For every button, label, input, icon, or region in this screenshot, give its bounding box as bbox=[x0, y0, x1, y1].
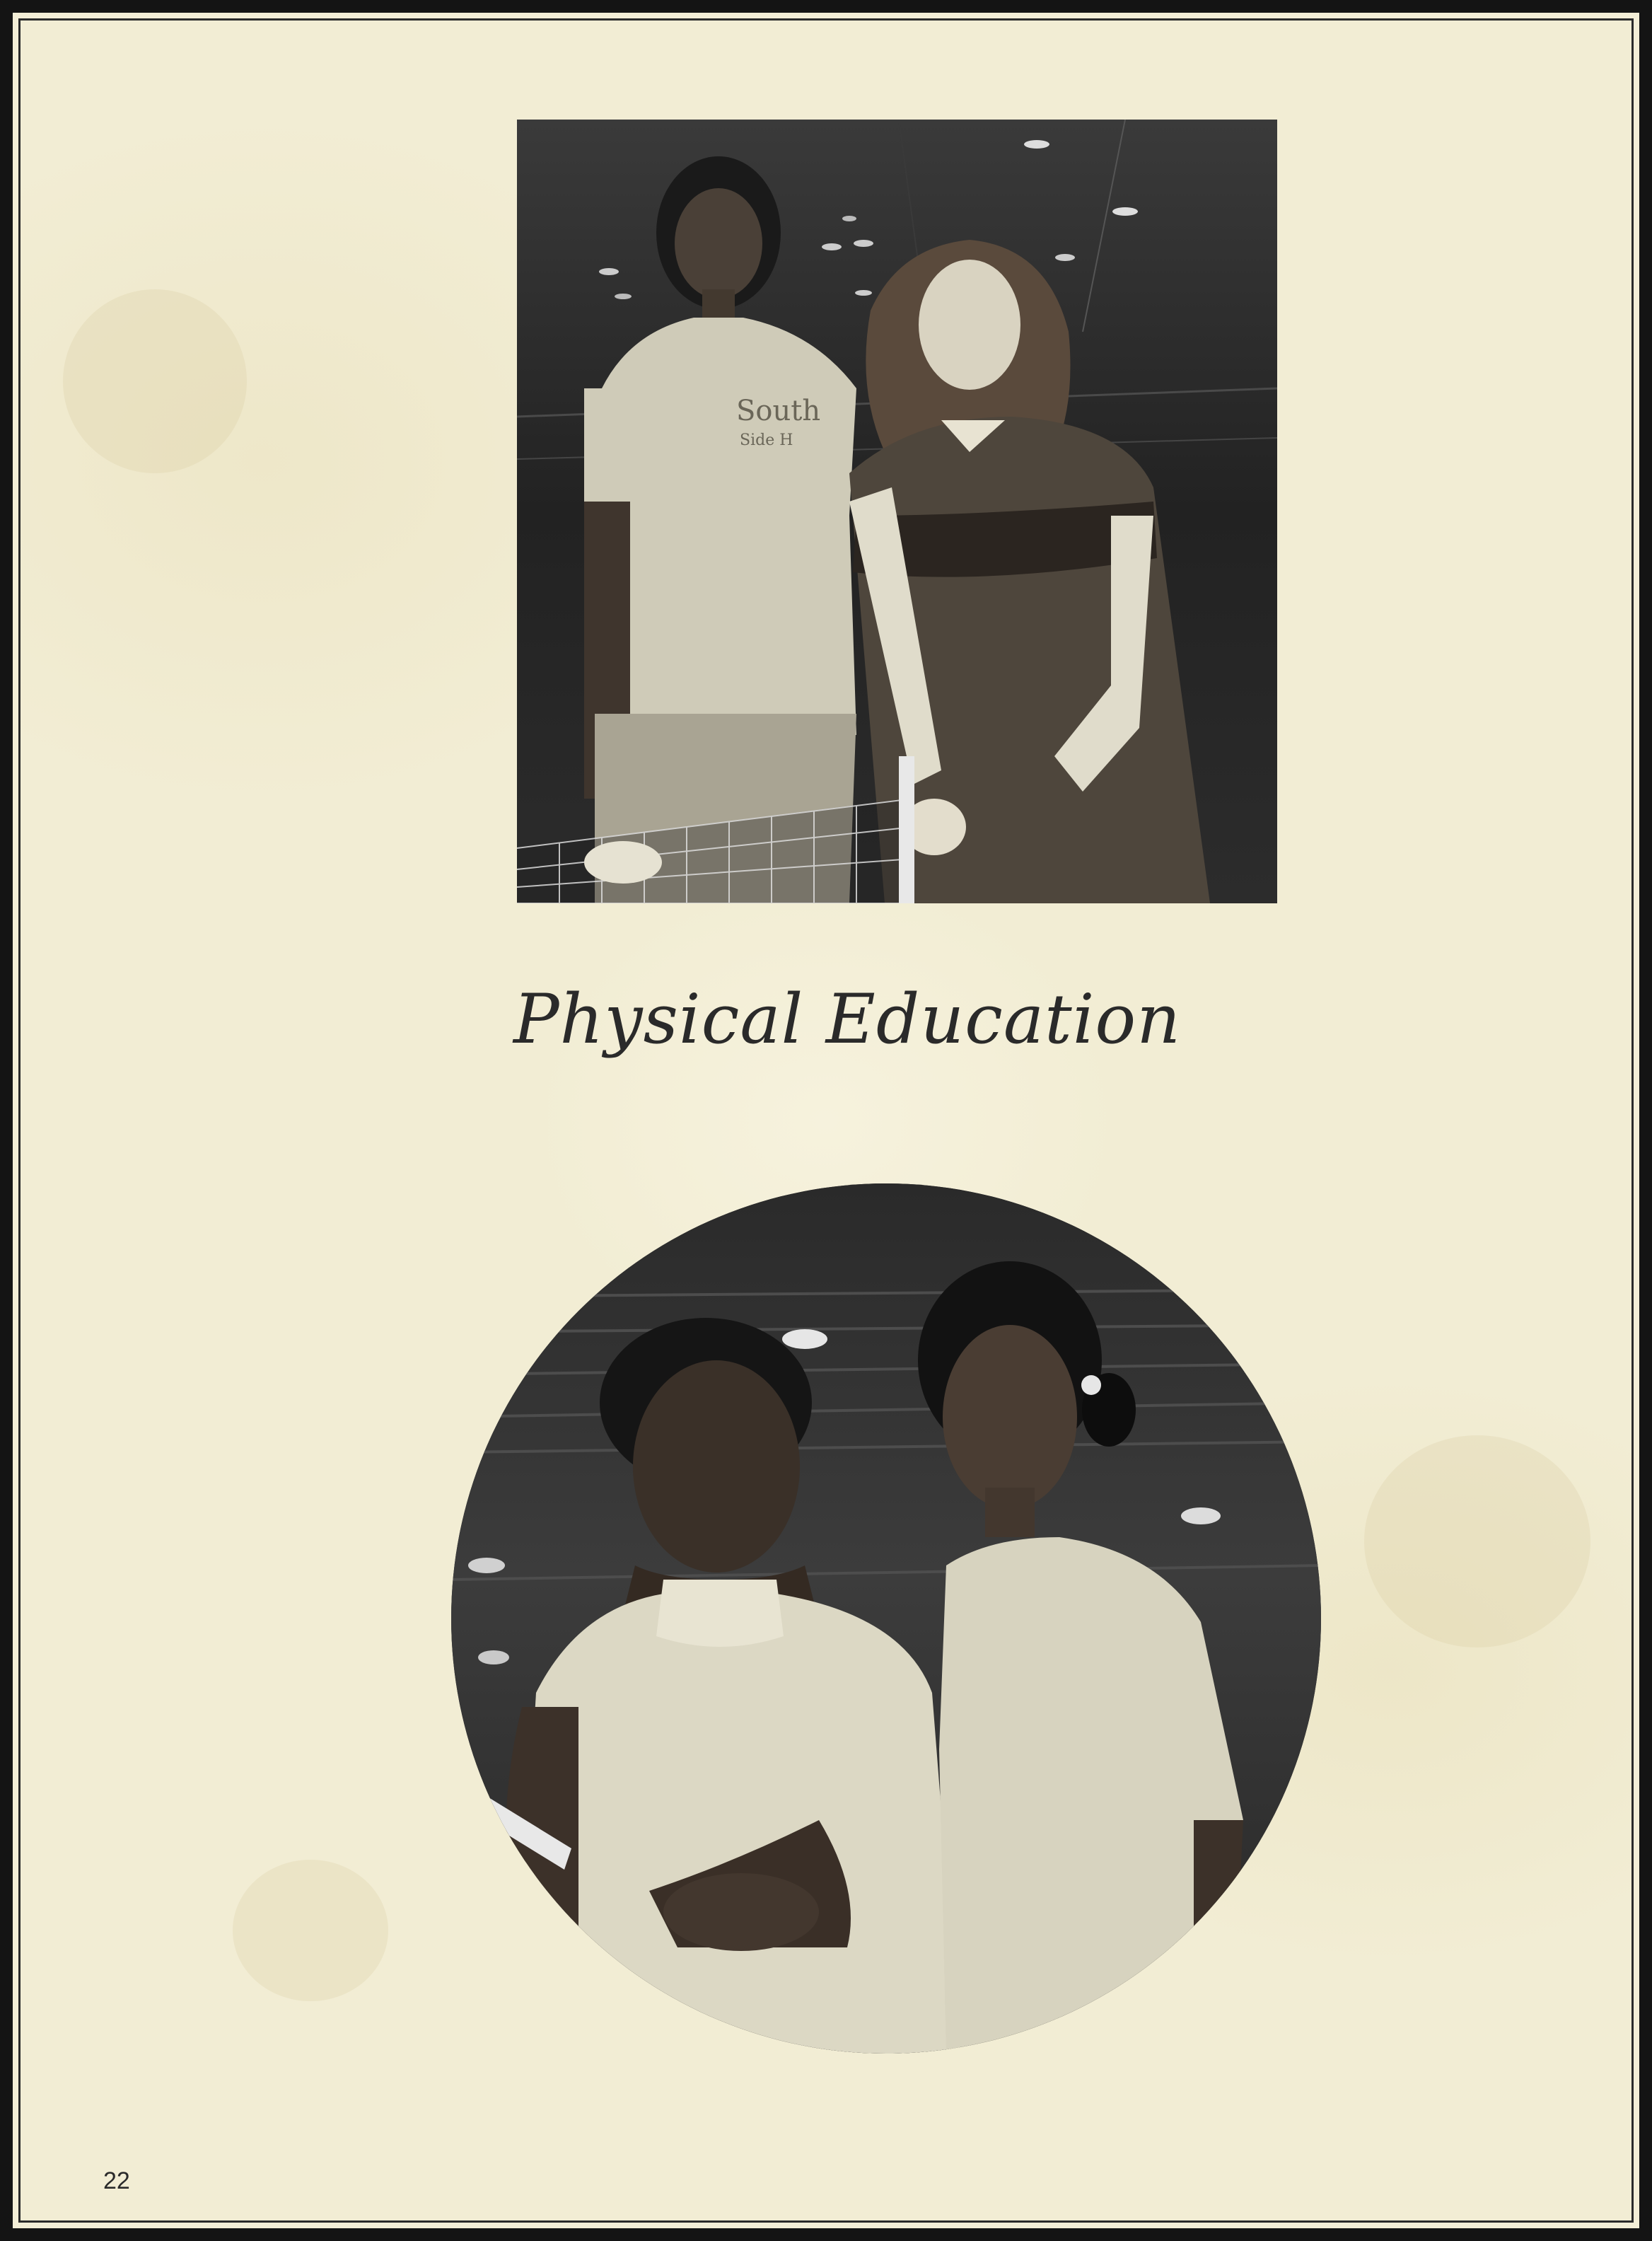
photo-ping-pong-illustration bbox=[517, 120, 1277, 903]
shirt-text: South bbox=[736, 395, 821, 427]
photo-teacher-student bbox=[451, 1183, 1321, 2054]
photo-teacher-illustration bbox=[451, 1183, 1321, 2054]
paper-stain bbox=[233, 1860, 388, 2001]
photo-ping-pong-students bbox=[517, 120, 1277, 903]
page-number: 22 bbox=[103, 2167, 130, 2194]
page-paper bbox=[18, 18, 1634, 2223]
paper-stain bbox=[1364, 1435, 1590, 1648]
page-title: Physical Education bbox=[513, 980, 1182, 1059]
shirt-text: Side H bbox=[740, 432, 793, 449]
paper-stain bbox=[63, 289, 247, 473]
